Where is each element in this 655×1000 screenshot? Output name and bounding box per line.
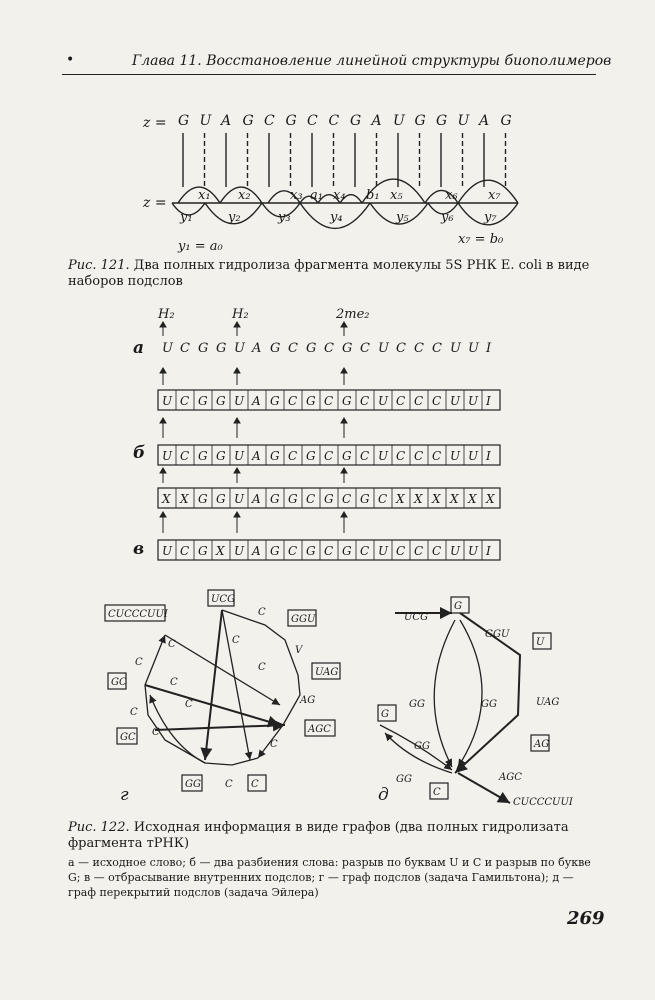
y-label: y₆ xyxy=(441,210,454,225)
y-label: y₃ xyxy=(278,210,291,225)
x-label: x₂ xyxy=(238,188,251,203)
bottom-left-label: y₁ = a₀ xyxy=(178,239,223,254)
x-label: x₄ xyxy=(333,188,346,203)
graph-edge-label: C xyxy=(185,699,193,710)
box-letter: U xyxy=(378,394,389,408)
box-letter: C xyxy=(396,544,406,558)
x-label: x₅ xyxy=(390,188,403,203)
graph-d-label-text: U xyxy=(536,637,545,648)
sequence-letter: C xyxy=(307,113,318,129)
row-a-letter: G xyxy=(198,341,209,356)
box-letter: U xyxy=(234,449,245,463)
box-letter: G xyxy=(198,449,208,463)
figure-121-caption xyxy=(68,258,598,290)
box-letter: X xyxy=(432,492,441,506)
graph-d-label-text: GG xyxy=(481,699,497,710)
box-letter: C xyxy=(432,394,442,408)
x-label: x₆ xyxy=(445,188,458,203)
graph-edge-label: C xyxy=(232,635,240,646)
cleavage-marker: H₂ xyxy=(158,307,175,322)
box-letter: C xyxy=(432,449,442,463)
box-letter: U xyxy=(234,544,245,558)
row-a-letter: U xyxy=(234,341,245,356)
cleavage-marker: H₂ xyxy=(232,307,249,322)
row-a-label: a xyxy=(133,338,145,358)
row-a-letter: G xyxy=(342,341,353,356)
graph-d-label-text: G xyxy=(381,709,389,720)
graph-node-label: UAG xyxy=(315,667,339,678)
box-letter: C xyxy=(432,544,442,558)
row-a-letter: U xyxy=(378,341,389,356)
box-letter: C xyxy=(360,449,370,463)
sequence-letter: G xyxy=(500,113,512,129)
row-a-letter: C xyxy=(180,341,190,356)
x-label: b₁ xyxy=(366,188,380,203)
box-letter: U xyxy=(234,492,245,506)
box-letter: X xyxy=(414,492,423,506)
sequence-letter: C xyxy=(328,113,340,129)
sequence-letter: G xyxy=(178,113,190,129)
sequence-letter: U xyxy=(393,113,405,129)
graph-node-label: CUCCCUUI xyxy=(108,609,168,620)
box-letter: C xyxy=(288,544,298,558)
box-letter: U xyxy=(162,544,173,558)
box-letter: C xyxy=(414,394,424,408)
graph-d-label: д xyxy=(378,785,389,805)
chapter-title: Глава 11. Восстановление линейной структуры биополимеров xyxy=(132,53,612,69)
graph-d-label-text: GG xyxy=(396,774,412,785)
box-letter: G xyxy=(306,449,316,463)
graph-d-label-text: UCG xyxy=(404,612,429,623)
box-letter: G xyxy=(324,492,334,506)
graph-d-label-text: UAG xyxy=(536,697,560,708)
box-letter: U xyxy=(450,544,461,558)
box-letter: C xyxy=(414,449,424,463)
box-letter: U xyxy=(468,544,479,558)
figure-122-rows xyxy=(0,300,655,570)
graph-edge-label: C xyxy=(152,727,160,738)
box-letter: G xyxy=(306,394,316,408)
figure-121 xyxy=(0,95,655,255)
row-a-letter: U xyxy=(468,341,479,356)
box-letter: X xyxy=(486,492,495,506)
sequence-letter: G xyxy=(350,113,362,129)
box-letter: C xyxy=(396,394,406,408)
sequence-letter: A xyxy=(479,113,490,129)
row-a-letter: C xyxy=(396,341,406,356)
caption-text: Два полных гидролиза фрагмента молекулы 5S РНК E. coli в виде наборов подслов xyxy=(68,258,590,289)
row-a-letter: I xyxy=(486,341,492,356)
graph-node-label: C xyxy=(251,779,259,790)
box-letter: C xyxy=(360,394,370,408)
x-label: a₁ xyxy=(310,188,323,203)
box-letter: G xyxy=(270,449,280,463)
row-a-letter: C xyxy=(414,341,424,356)
graph-d-label-text: GGU xyxy=(485,629,510,640)
graph-edge-label: C xyxy=(168,639,176,650)
figure-122-caption xyxy=(68,820,598,852)
box-letter: G xyxy=(270,544,280,558)
sequence-letter: G xyxy=(414,113,426,129)
box-letter: G xyxy=(216,492,226,506)
box-letter: A xyxy=(252,394,261,408)
row-a-letter: U xyxy=(450,341,461,356)
row-a-letter: U xyxy=(162,341,173,356)
box-letter: C xyxy=(324,449,334,463)
sequence-letter: G xyxy=(436,113,448,129)
sequence-letter: A xyxy=(221,113,232,129)
row-a-letter: A xyxy=(252,341,262,356)
box-letter: I xyxy=(486,449,491,463)
graph-d-label-text: GG xyxy=(414,741,430,752)
graph-edge-label: C xyxy=(270,739,278,750)
sequence-letter: G xyxy=(285,113,297,129)
graph-d-label-text: AGC xyxy=(499,772,522,783)
box-letter: X xyxy=(180,492,189,506)
graph-node-label: GGU xyxy=(291,614,316,625)
box-letter: A xyxy=(252,492,261,506)
box-letter: G xyxy=(270,492,280,506)
y-label: y₂ xyxy=(228,210,241,225)
figure-122-graphs xyxy=(0,575,655,810)
box-letter: G xyxy=(288,492,298,506)
box-letter: X xyxy=(162,492,171,506)
box-letter: C xyxy=(180,394,190,408)
sequence-letter: G xyxy=(242,113,254,129)
box-letter: U xyxy=(468,394,479,408)
box-letter: U xyxy=(234,394,245,408)
running-header xyxy=(62,50,612,75)
row-a-letter: C xyxy=(324,341,334,356)
box-letter: C xyxy=(180,449,190,463)
graph-edge-label: C xyxy=(130,707,138,718)
y-label: y₄ xyxy=(330,210,343,225)
box-letter: A xyxy=(252,544,261,558)
box-letter: G xyxy=(198,544,208,558)
box-letter: C xyxy=(414,544,424,558)
box-letter: G xyxy=(342,394,352,408)
graph-edge-label: C xyxy=(258,607,266,618)
y-label: y₅ xyxy=(396,210,409,225)
row-a-letter: C xyxy=(288,341,298,356)
graph-node-label: AGC xyxy=(308,724,331,735)
row-a-letter: C xyxy=(360,341,370,356)
row-b-label: б xyxy=(133,443,146,463)
box-letter: X xyxy=(216,544,225,558)
box-letter: U xyxy=(162,394,173,408)
caption-figure-number: Рис. 122. xyxy=(68,820,130,835)
box-letter: G xyxy=(360,492,370,506)
box-letter: G xyxy=(342,449,352,463)
graph-d-label-text: C xyxy=(433,787,441,798)
row-v-label: в xyxy=(133,539,145,559)
header-marker: • xyxy=(66,52,75,68)
graph-edge-label: C xyxy=(170,677,178,688)
x-label: x₇ xyxy=(488,188,501,203)
box-letter: C xyxy=(396,449,406,463)
box-letter: C xyxy=(360,544,370,558)
row-a-letter: G xyxy=(270,341,281,356)
sequence-letter: U xyxy=(199,113,212,129)
graph-edge-label: AG xyxy=(300,695,316,706)
graph-edge-label: C xyxy=(258,662,266,673)
y-label: y₁ xyxy=(180,210,193,225)
graph-edge-label: V xyxy=(295,645,303,656)
box-letter: C xyxy=(324,394,334,408)
box-letter: G xyxy=(216,394,226,408)
x-label: x₁ xyxy=(198,188,211,203)
sequence-letter: A xyxy=(371,113,382,129)
sequence-letter: C xyxy=(264,113,275,129)
page-number: 269 xyxy=(567,908,605,929)
bottom-right-label: x₇ = b₀ xyxy=(458,232,504,247)
box-letter: U xyxy=(378,449,389,463)
box-letter: A xyxy=(252,449,261,463)
caption-text: Исходная информация в виде графов (два полных гидролизата фрагмента тРНК) xyxy=(68,820,569,851)
box-letter: C xyxy=(342,492,352,506)
box-letter: G xyxy=(306,544,316,558)
row-a-letter: G xyxy=(306,341,317,356)
graph-edge-label: C xyxy=(225,779,233,790)
box-letter: C xyxy=(378,492,388,506)
box-letter: G xyxy=(342,544,352,558)
graph-d-label-text: AG xyxy=(534,739,550,750)
box-letter: U xyxy=(162,449,173,463)
box-letter: G xyxy=(198,394,208,408)
box-letter: X xyxy=(468,492,477,506)
z-label-mid: z = xyxy=(143,195,167,211)
box-letter: C xyxy=(324,544,334,558)
box-letter: U xyxy=(378,544,389,558)
graph-d-label-text: G xyxy=(454,601,462,612)
graph-node-label: GG xyxy=(185,779,201,790)
graph-node-label: GC xyxy=(120,732,136,743)
cleavage-marker: 2me₂ xyxy=(336,307,370,322)
figure-122-legend: а — исходное слово; б — два разбиения слова: разрыв по буквам U и C и разрыв по букве G; в — отбрасывание внутренних подслов; г — граф подслов (задача Гамильтона); д — граф перекрытий подслов (задача Эйлера) xyxy=(68,856,591,899)
graph-d-label-text: GG xyxy=(409,699,425,710)
box-letter: G xyxy=(270,394,280,408)
graph-node-label: GC xyxy=(111,677,127,688)
sequence-letter: U xyxy=(457,113,470,129)
box-letter: G xyxy=(216,449,226,463)
box-letter: I xyxy=(486,544,491,558)
graph-g-label: г xyxy=(120,785,129,805)
graph-node-label: UCG xyxy=(211,594,236,605)
box-letter: U xyxy=(450,449,461,463)
x-label: x₃ xyxy=(290,188,303,203)
z-label-top: z = xyxy=(143,115,167,131)
box-letter: C xyxy=(180,544,190,558)
caption-figure-number: Рис. 121. xyxy=(68,258,130,273)
row-a-letter: C xyxy=(432,341,442,356)
box-letter: C xyxy=(288,449,298,463)
box-letter: U xyxy=(450,394,461,408)
box-letter: X xyxy=(450,492,459,506)
box-letter: C xyxy=(306,492,316,506)
box-letter: I xyxy=(486,394,491,408)
box-letter: C xyxy=(288,394,298,408)
graph-edge-label: C xyxy=(135,657,143,668)
box-letter: U xyxy=(468,449,479,463)
graph-d-label-text: CUCCCUUI xyxy=(513,797,573,808)
box-letter: G xyxy=(198,492,208,506)
y-label: y₇ xyxy=(484,210,497,225)
box-letter: X xyxy=(396,492,405,506)
row-a-letter: G xyxy=(216,341,227,356)
